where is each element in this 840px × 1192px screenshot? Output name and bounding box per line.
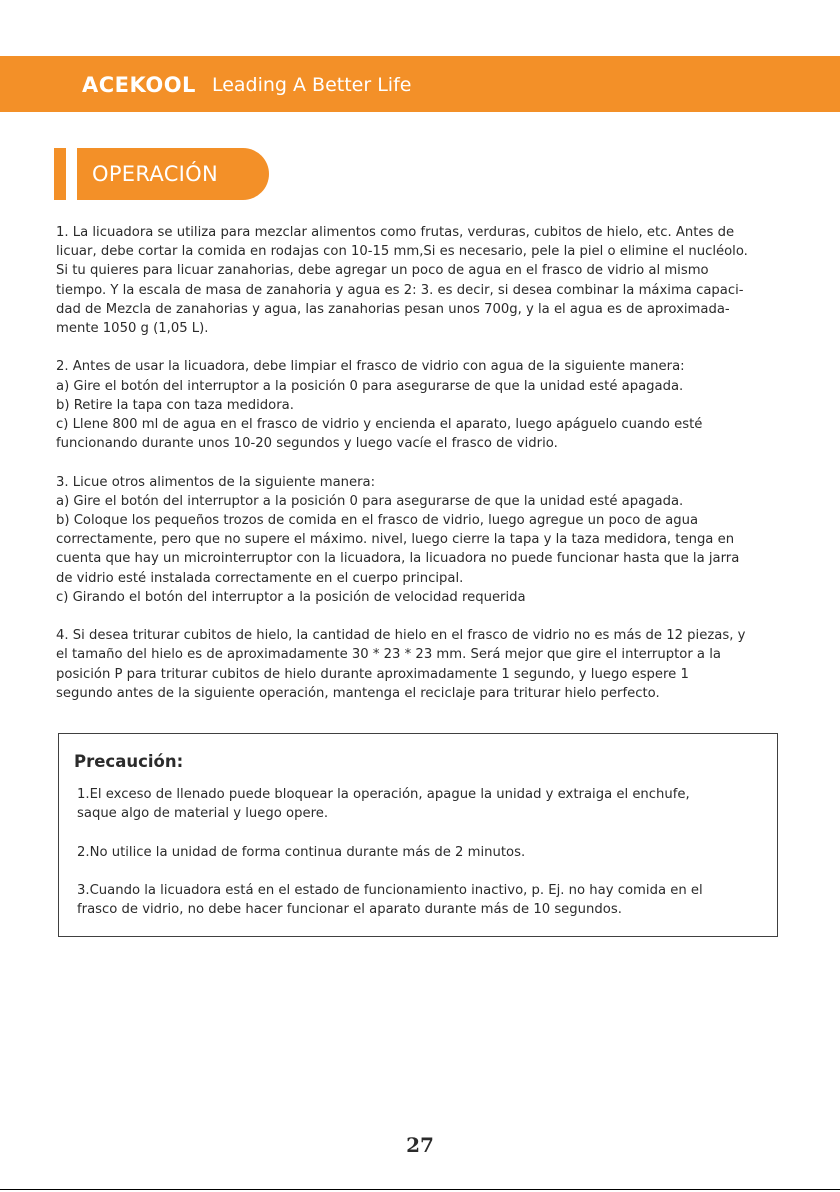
brand-tagline: Leading A Better Life — [211, 74, 412, 96]
text-line: c) Girando el botón del interruptor a la posición de velocidad requerida — [56, 589, 526, 605]
text-line: a) Gire el botón del interruptor a la posición 0 para asegurarse de que la unidad esté apagada. — [56, 493, 684, 509]
text-line: dad de Mezcla de zanahorias y agua, las zanahorias pesan unos 700g, y la el agua es de aproximada- — [56, 301, 730, 317]
text-line: mente 1050 g (1,05 L). — [56, 321, 209, 337]
paragraph-4 — [56, 626, 796, 703]
paragraph-3 — [56, 473, 796, 607]
section-title: OPERACIÓN — [92, 162, 218, 186]
instructions-body — [56, 223, 796, 722]
text-line: c) Llene 800 ml de agua en el frasco de vidrio y encienda el aparato, luego apáguelo cuando esté — [56, 417, 703, 433]
text-line: 4. Si desea triturar cubitos de hielo, la cantidad de hielo en el frasco de vidrio no es más de 12 piezas, y — [56, 628, 746, 644]
text-line: b) Coloque los pequeños trozos de comida en el frasco de vidrio, luego agregue un poco de agua — [56, 513, 699, 529]
text-line: correctamente, pero que no supere el máximo. nivel, luego cierre la tapa y la taza medidora, tenga en — [56, 532, 735, 548]
text-line: el tamaño del hielo es de aproximadamente 30 * 23 * 23 mm. Será mejor que gire el interruptor a la — [56, 647, 721, 663]
caution-list — [77, 785, 767, 939]
text-line: frasco de vidrio, no debe hacer funcionar el aparato durante más de 10 segundos. — [77, 902, 622, 918]
text-line: 2. Antes de usar la licuadora, debe limpiar el frasco de vidrio con agua de la siguiente manera: — [56, 359, 685, 375]
paragraph-2 — [56, 357, 796, 453]
text-line: de vidrio esté instalada correctamente en el cuerpo principal. — [56, 570, 464, 586]
text-line: funcionando durante unos 10-20 segundos y luego vacíe el frasco de vidrio. — [56, 436, 558, 452]
text-line: Si tu quieres para licuar zanahorias, debe agregar un poco de agua en el frasco de vidrio al mismo — [56, 263, 709, 279]
caution-box — [58, 733, 778, 937]
text-line: 3. Licue otros alimentos de la siguiente manera: — [56, 474, 376, 490]
text-line: posición P para triturar cubitos de hielo durante aproximadamente 1 segundo, y luego espere 1 — [56, 666, 689, 682]
text-line: b) Retire la tapa con taza medidora. — [56, 397, 294, 413]
text-line: segundo antes de la siguiente operación, mantenga el reciclaje para triturar hielo perfecto. — [56, 685, 660, 701]
caution-item-3 — [77, 881, 767, 919]
caution-title: Precaución: — [74, 752, 184, 771]
section-heading — [77, 148, 269, 200]
caution-item-2 — [77, 843, 767, 862]
brand — [82, 69, 411, 101]
page-number: 27 — [406, 1133, 434, 1157]
text-line: saque algo de material y luego opere. — [77, 806, 329, 822]
brand-logo: ACEKOOL — [82, 73, 196, 97]
text-line: 2.No utilice la unidad de forma continua durante más de 2 minutos. — [77, 844, 526, 860]
text-line: cuenta que hay un microinterruptor con la licuadora, la licuadora no puede funcionar hasta que la jarra — [56, 551, 740, 567]
text-line: 1. La licuadora se utiliza para mezclar alimentos como frutas, verduras, cubitos de hielo, etc. Antes de — [56, 225, 735, 240]
text-line: tiempo. Y la escala de masa de zanahoria y agua es 2: 3. es decir, si desea combinar la máxima capaci- — [56, 282, 744, 298]
text-line: 1.El exceso de llenado puede bloquear la operación, apague la unidad y extraiga el enchufe, — [77, 787, 690, 802]
bottom-rule — [0, 1189, 840, 1190]
text-line: 3.Cuando la licuadora está en el estado de funcionamiento inactivo, p. Ej. no hay comida en el — [77, 882, 703, 898]
section-accent-bar — [54, 148, 66, 200]
paragraph-1 — [56, 223, 796, 338]
text-line: a) Gire el botón del interruptor a la posición 0 para asegurarse de que la unidad esté apagada. — [56, 378, 684, 394]
caution-item-1 — [77, 785, 767, 823]
text-line: licuar, debe cortar la comida en rodajas con 10-15 mm,Si es necesario, pele la piel o elimine el nucléolo. — [56, 244, 748, 260]
